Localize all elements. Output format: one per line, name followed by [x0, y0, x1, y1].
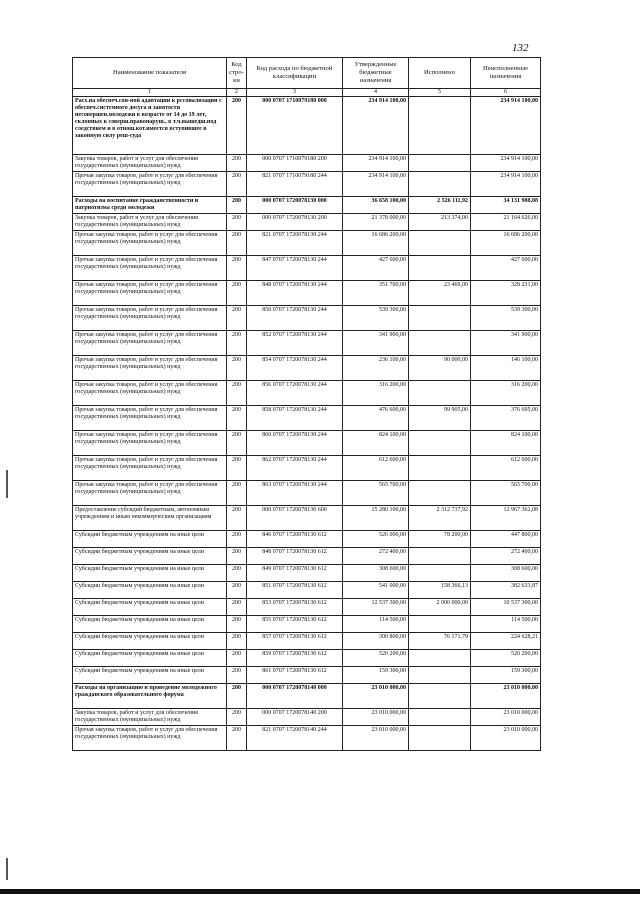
row-line-code: 200 [227, 256, 247, 281]
table-row [73, 431, 541, 456]
row-approved: 476 600,00 [343, 406, 409, 431]
row-name: Прочая закупка товаров, работ и услуг для обеспечения государственных (муниципальных) нужд [73, 256, 227, 281]
row-line-code: 200 [227, 281, 247, 306]
row-name: Субсидии бюджетным учреждениям на иные цели [73, 565, 227, 582]
row-approved: 351 700,00 [343, 281, 409, 306]
row-line-code: 200 [227, 667, 247, 684]
row-unexecuted: 539 300,00 [471, 306, 541, 331]
row-classification: 850 0707 1720078130 244 [247, 306, 343, 331]
table-row [73, 599, 541, 616]
header-approved: Утвержденные бюджетные назначения [343, 58, 409, 89]
row-classification: 821 0707 1710079180 244 [247, 172, 343, 197]
row-approved: 21 378 000,00 [343, 214, 409, 231]
header-line-code: Код стро-ки [227, 58, 247, 89]
row-classification: 000 0707 1720078130 600 [247, 506, 343, 531]
row-approved: 316 200,00 [343, 381, 409, 406]
row-approved: 565 700,00 [343, 481, 409, 506]
row-approved: 520 200,00 [343, 650, 409, 667]
row-name: Расходы на воспитание гражданственности и патриотизма среди молодежи [73, 197, 227, 214]
table-row [73, 214, 541, 231]
row-line-code: 200 [227, 214, 247, 231]
row-name: Субсидии бюджетным учреждениям на иные цели [73, 548, 227, 565]
row-executed [409, 172, 471, 197]
table-row [73, 306, 541, 331]
row-unexecuted: 308 600,00 [471, 565, 541, 582]
row-line-code: 200 [227, 456, 247, 481]
row-approved: 16 686 200,00 [343, 231, 409, 256]
column-number: 2 [227, 89, 247, 97]
table-row [73, 548, 541, 565]
row-executed: 90 000,00 [409, 356, 471, 381]
row-line-code: 200 [227, 506, 247, 531]
row-name: Закупка товаров, работ и услуг для обеспечения государственных (муниципальных) нужд [73, 214, 227, 231]
table-row [73, 650, 541, 667]
row-unexecuted: 114 500,00 [471, 616, 541, 633]
row-executed [409, 684, 471, 709]
row-unexecuted: 447 800,00 [471, 531, 541, 548]
table-row [73, 155, 541, 172]
row-executed: 2 526 111,92 [409, 197, 471, 214]
row-executed [409, 331, 471, 356]
row-name: Предоставление субсидий бюджетным, автономным учреждениям и иным некоммерческим организациям [73, 506, 227, 531]
row-classification: 852 0707 1720078130 244 [247, 331, 343, 356]
row-executed [409, 709, 471, 726]
row-unexecuted: 520 200,00 [471, 650, 541, 667]
row-line-code: 200 [227, 431, 247, 456]
row-name: Прочая закупка товаров, работ и услуг для обеспечения государственных (муниципальных) нужд [73, 356, 227, 381]
row-approved: 23 010 000,00 [343, 709, 409, 726]
row-approved: 272 400,00 [343, 548, 409, 565]
row-unexecuted: 427 600,00 [471, 256, 541, 281]
row-line-code: 200 [227, 726, 247, 751]
row-executed [409, 97, 471, 155]
row-unexecuted: 376 695,00 [471, 406, 541, 431]
table-row [73, 684, 541, 709]
row-name: Субсидии бюджетным учреждениям на иные цели [73, 633, 227, 650]
row-line-code: 200 [227, 172, 247, 197]
table-row [73, 531, 541, 548]
row-name: Расходы на организацию и проведение молодежного гражданского образовательного форума [73, 684, 227, 709]
row-line-code: 200 [227, 582, 247, 599]
table-row [73, 726, 541, 751]
scan-bottom-edge [0, 889, 640, 894]
row-name: Закупка товаров, работ и услуг для обеспечения государственных (муниципальных) нужд [73, 709, 227, 726]
row-approved: 539 300,00 [343, 306, 409, 331]
row-executed: 78 200,00 [409, 531, 471, 548]
row-approved: 824 100,00 [343, 431, 409, 456]
row-classification: 848 0707 1720078130 612 [247, 548, 343, 565]
row-approved: 15 280 100,00 [343, 506, 409, 531]
row-line-code: 200 [227, 531, 247, 548]
table-row [73, 231, 541, 256]
row-classification: 000 0707 1710079180 200 [247, 155, 343, 172]
row-name: Прочая закупка товаров, работ и услуг для обеспечения государственных (муниципальных) нужд [73, 172, 227, 197]
row-classification: 863 0707 1720078130 244 [247, 481, 343, 506]
table-row [73, 565, 541, 582]
row-unexecuted: 21 164 626,00 [471, 214, 541, 231]
row-unexecuted: 12 967 362,08 [471, 506, 541, 531]
row-classification: 859 0707 1720078130 612 [247, 650, 343, 667]
row-line-code: 200 [227, 616, 247, 633]
row-unexecuted: 272 400,00 [471, 548, 541, 565]
row-approved: 36 658 100,00 [343, 197, 409, 214]
row-line-code: 200 [227, 633, 247, 650]
row-unexecuted: 234 914 100,00 [471, 172, 541, 197]
row-classification: 858 0707 1720078130 244 [247, 406, 343, 431]
table-row [73, 97, 541, 155]
row-approved: 427 600,00 [343, 256, 409, 281]
row-executed [409, 565, 471, 582]
row-approved: 234 914 100,00 [343, 172, 409, 197]
row-executed [409, 381, 471, 406]
row-line-code: 200 [227, 565, 247, 582]
row-approved: 114 500,00 [343, 616, 409, 633]
row-executed: 76 171,79 [409, 633, 471, 650]
column-number: 4 [343, 89, 409, 97]
row-name: Субсидии бюджетным учреждениям на иные цели [73, 650, 227, 667]
row-classification: 862 0707 1720078130 244 [247, 456, 343, 481]
row-approved: 23 010 000,00 [343, 726, 409, 751]
scan-edge-mark [6, 858, 8, 880]
header-unexecuted: Неисполненные назначения [471, 58, 541, 89]
row-executed [409, 726, 471, 751]
row-name: Прочая закупка товаров, работ и услуг для обеспечения государственных (муниципальных) нужд [73, 406, 227, 431]
header-class-code: Код расхода по бюджетной классификации [247, 58, 343, 89]
table-header-row [73, 58, 541, 89]
row-classification: 846 0707 1720078130 612 [247, 531, 343, 548]
row-name: Расх.на обеспеч.сои-ной адаптации к рссоиализации с обеспеч.системного досуга и занятости несовершен.молодежи в возрасте от 14 до 19 лет, склонных к соверш.правонаруш., в т.ч.вышедш.под следствием и в отнош.кот.имеется вступившее в законную силу реш-суда [73, 97, 227, 155]
row-executed: 2 312 737,92 [409, 506, 471, 531]
row-line-code: 200 [227, 197, 247, 214]
column-number: 1 [73, 89, 227, 97]
row-unexecuted: 612 600,00 [471, 456, 541, 481]
row-approved: 341 900,00 [343, 331, 409, 356]
row-approved: 236 100,00 [343, 356, 409, 381]
row-classification: 848 0707 1720078130 244 [247, 281, 343, 306]
row-classification: 000 0707 1720078130 000 [247, 197, 343, 214]
row-classification: 860 0707 1720078130 244 [247, 431, 343, 456]
row-classification: 861 0707 1720078130 612 [247, 667, 343, 684]
row-name: Прочая закупка товаров, работ и услуг для обеспечения государственных (муниципальных) нужд [73, 281, 227, 306]
row-classification: 000 0707 1720078140 200 [247, 709, 343, 726]
row-approved: 541 000,00 [343, 582, 409, 599]
row-name: Прочая закупка товаров, работ и услуг для обеспечения государственных (муниципальных) нужд [73, 726, 227, 751]
row-approved: 159 300,00 [343, 667, 409, 684]
row-unexecuted: 316 200,00 [471, 381, 541, 406]
row-unexecuted: 10 537 300,00 [471, 599, 541, 616]
row-unexecuted: 23 010 000,00 [471, 726, 541, 751]
row-line-code: 200 [227, 684, 247, 709]
row-line-code: 200 [227, 481, 247, 506]
row-classification: 855 0707 1720078130 612 [247, 616, 343, 633]
row-line-code: 200 [227, 650, 247, 667]
row-executed [409, 667, 471, 684]
table-row [73, 506, 541, 531]
row-classification: 849 0707 1720078130 612 [247, 565, 343, 582]
row-approved: 526 000,00 [343, 531, 409, 548]
column-number: 3 [247, 89, 343, 97]
row-unexecuted: 23 010 000,00 [471, 684, 541, 709]
table-row [73, 406, 541, 431]
row-name: Субсидии бюджетным учреждениям на иные цели [73, 599, 227, 616]
row-executed [409, 616, 471, 633]
table-row [73, 709, 541, 726]
row-line-code: 200 [227, 381, 247, 406]
row-name: Субсидии бюджетным учреждениям на иные цели [73, 616, 227, 633]
row-classification: 857 0707 1720078130 612 [247, 633, 343, 650]
row-classification: 853 0707 1720078130 612 [247, 599, 343, 616]
row-classification: 000 0707 1710079180 000 [247, 97, 343, 155]
row-name: Субсидии бюджетным учреждениям на иные цели [73, 667, 227, 684]
table-row [73, 172, 541, 197]
row-line-code: 200 [227, 97, 247, 155]
header-name: Наименование показателя [73, 58, 227, 89]
column-number: 6 [471, 89, 541, 97]
row-name: Закупка товаров, работ и услуг для обеспечения государственных (муниципальных) нужд [73, 155, 227, 172]
table-row [73, 256, 541, 281]
table-row [73, 616, 541, 633]
row-classification: 821 0707 1720078140 244 [247, 726, 343, 751]
row-unexecuted: 328 231,00 [471, 281, 541, 306]
table-row [73, 667, 541, 684]
row-line-code: 200 [227, 709, 247, 726]
row-executed [409, 306, 471, 331]
column-number-row [73, 89, 541, 97]
row-executed [409, 548, 471, 565]
row-unexecuted: 16 686 200,00 [471, 231, 541, 256]
row-executed [409, 256, 471, 281]
table-row [73, 633, 541, 650]
row-approved: 12 537 300,00 [343, 599, 409, 616]
row-executed [409, 456, 471, 481]
table-row [73, 281, 541, 306]
scan-edge-mark [6, 470, 8, 498]
row-line-code: 200 [227, 356, 247, 381]
row-line-code: 200 [227, 231, 247, 256]
row-line-code: 200 [227, 548, 247, 565]
row-executed: 2 000 000,00 [409, 599, 471, 616]
row-executed: 213 374,00 [409, 214, 471, 231]
row-unexecuted: 34 131 988,08 [471, 197, 541, 214]
row-line-code: 200 [227, 306, 247, 331]
row-name: Прочая закупка товаров, работ и услуг для обеспечения государственных (муниципальных) нужд [73, 481, 227, 506]
row-unexecuted: 224 628,21 [471, 633, 541, 650]
table-row [73, 331, 541, 356]
row-approved: 612 600,00 [343, 456, 409, 481]
row-unexecuted: 234 914 100,00 [471, 155, 541, 172]
row-name: Прочая закупка товаров, работ и услуг для обеспечения государственных (муниципальных) нужд [73, 431, 227, 456]
row-executed: 158 366,13 [409, 582, 471, 599]
row-name: Прочая закупка товаров, работ и услуг для обеспечения государственных (муниципальных) нужд [73, 306, 227, 331]
row-approved: 308 600,00 [343, 565, 409, 582]
row-classification: 851 0707 1720078130 612 [247, 582, 343, 599]
row-executed [409, 650, 471, 667]
row-executed [409, 155, 471, 172]
row-executed: 23 469,00 [409, 281, 471, 306]
row-unexecuted: 159 300,00 [471, 667, 541, 684]
row-approved: 23 010 000,00 [343, 684, 409, 709]
row-executed [409, 231, 471, 256]
row-approved: 300 800,00 [343, 633, 409, 650]
row-unexecuted: 23 010 000,00 [471, 709, 541, 726]
table-row [73, 356, 541, 381]
row-unexecuted: 565 700,00 [471, 481, 541, 506]
row-line-code: 200 [227, 406, 247, 431]
row-line-code: 200 [227, 155, 247, 172]
row-classification: 847 0707 1720078130 244 [247, 256, 343, 281]
row-unexecuted: 234 914 100,00 [471, 97, 541, 155]
table-row [73, 456, 541, 481]
table-row [73, 582, 541, 599]
row-name: Прочая закупка товаров, работ и услуг для обеспечения государственных (муниципальных) нужд [73, 381, 227, 406]
row-approved: 234 914 100,00 [343, 155, 409, 172]
row-executed [409, 481, 471, 506]
budget-execution-table [72, 57, 541, 751]
row-line-code: 200 [227, 331, 247, 356]
row-executed: 99 905,00 [409, 406, 471, 431]
table-row [73, 481, 541, 506]
table-body [73, 97, 541, 751]
row-unexecuted: 341 900,00 [471, 331, 541, 356]
table-row [73, 197, 541, 214]
row-classification: 000 0707 1720078140 000 [247, 684, 343, 709]
row-name: Прочая закупка товаров, работ и услуг для обеспечения государственных (муниципальных) нужд [73, 456, 227, 481]
table-row [73, 381, 541, 406]
row-unexecuted: 824 100,00 [471, 431, 541, 456]
row-unexecuted: 146 100,00 [471, 356, 541, 381]
column-number: 5 [409, 89, 471, 97]
row-name: Субсидии бюджетным учреждениям на иные цели [73, 582, 227, 599]
row-name: Субсидии бюджетным учреждениям на иные цели [73, 531, 227, 548]
row-unexecuted: 382 633,87 [471, 582, 541, 599]
row-classification: 821 0707 1720078130 244 [247, 231, 343, 256]
row-classification: 856 0707 1720078130 244 [247, 381, 343, 406]
header-executed: Исполнено [409, 58, 471, 89]
row-name: Прочая закупка товаров, работ и услуг для обеспечения государственных (муниципальных) нужд [73, 331, 227, 356]
row-approved: 234 914 100,00 [343, 97, 409, 155]
page-number: 132 [512, 42, 529, 54]
row-executed [409, 431, 471, 456]
row-classification: 854 0707 1720078130 244 [247, 356, 343, 381]
row-name: Прочая закупка товаров, работ и услуг для обеспечения государственных (муниципальных) нужд [73, 231, 227, 256]
row-line-code: 200 [227, 599, 247, 616]
row-classification: 000 0707 1720078130 200 [247, 214, 343, 231]
